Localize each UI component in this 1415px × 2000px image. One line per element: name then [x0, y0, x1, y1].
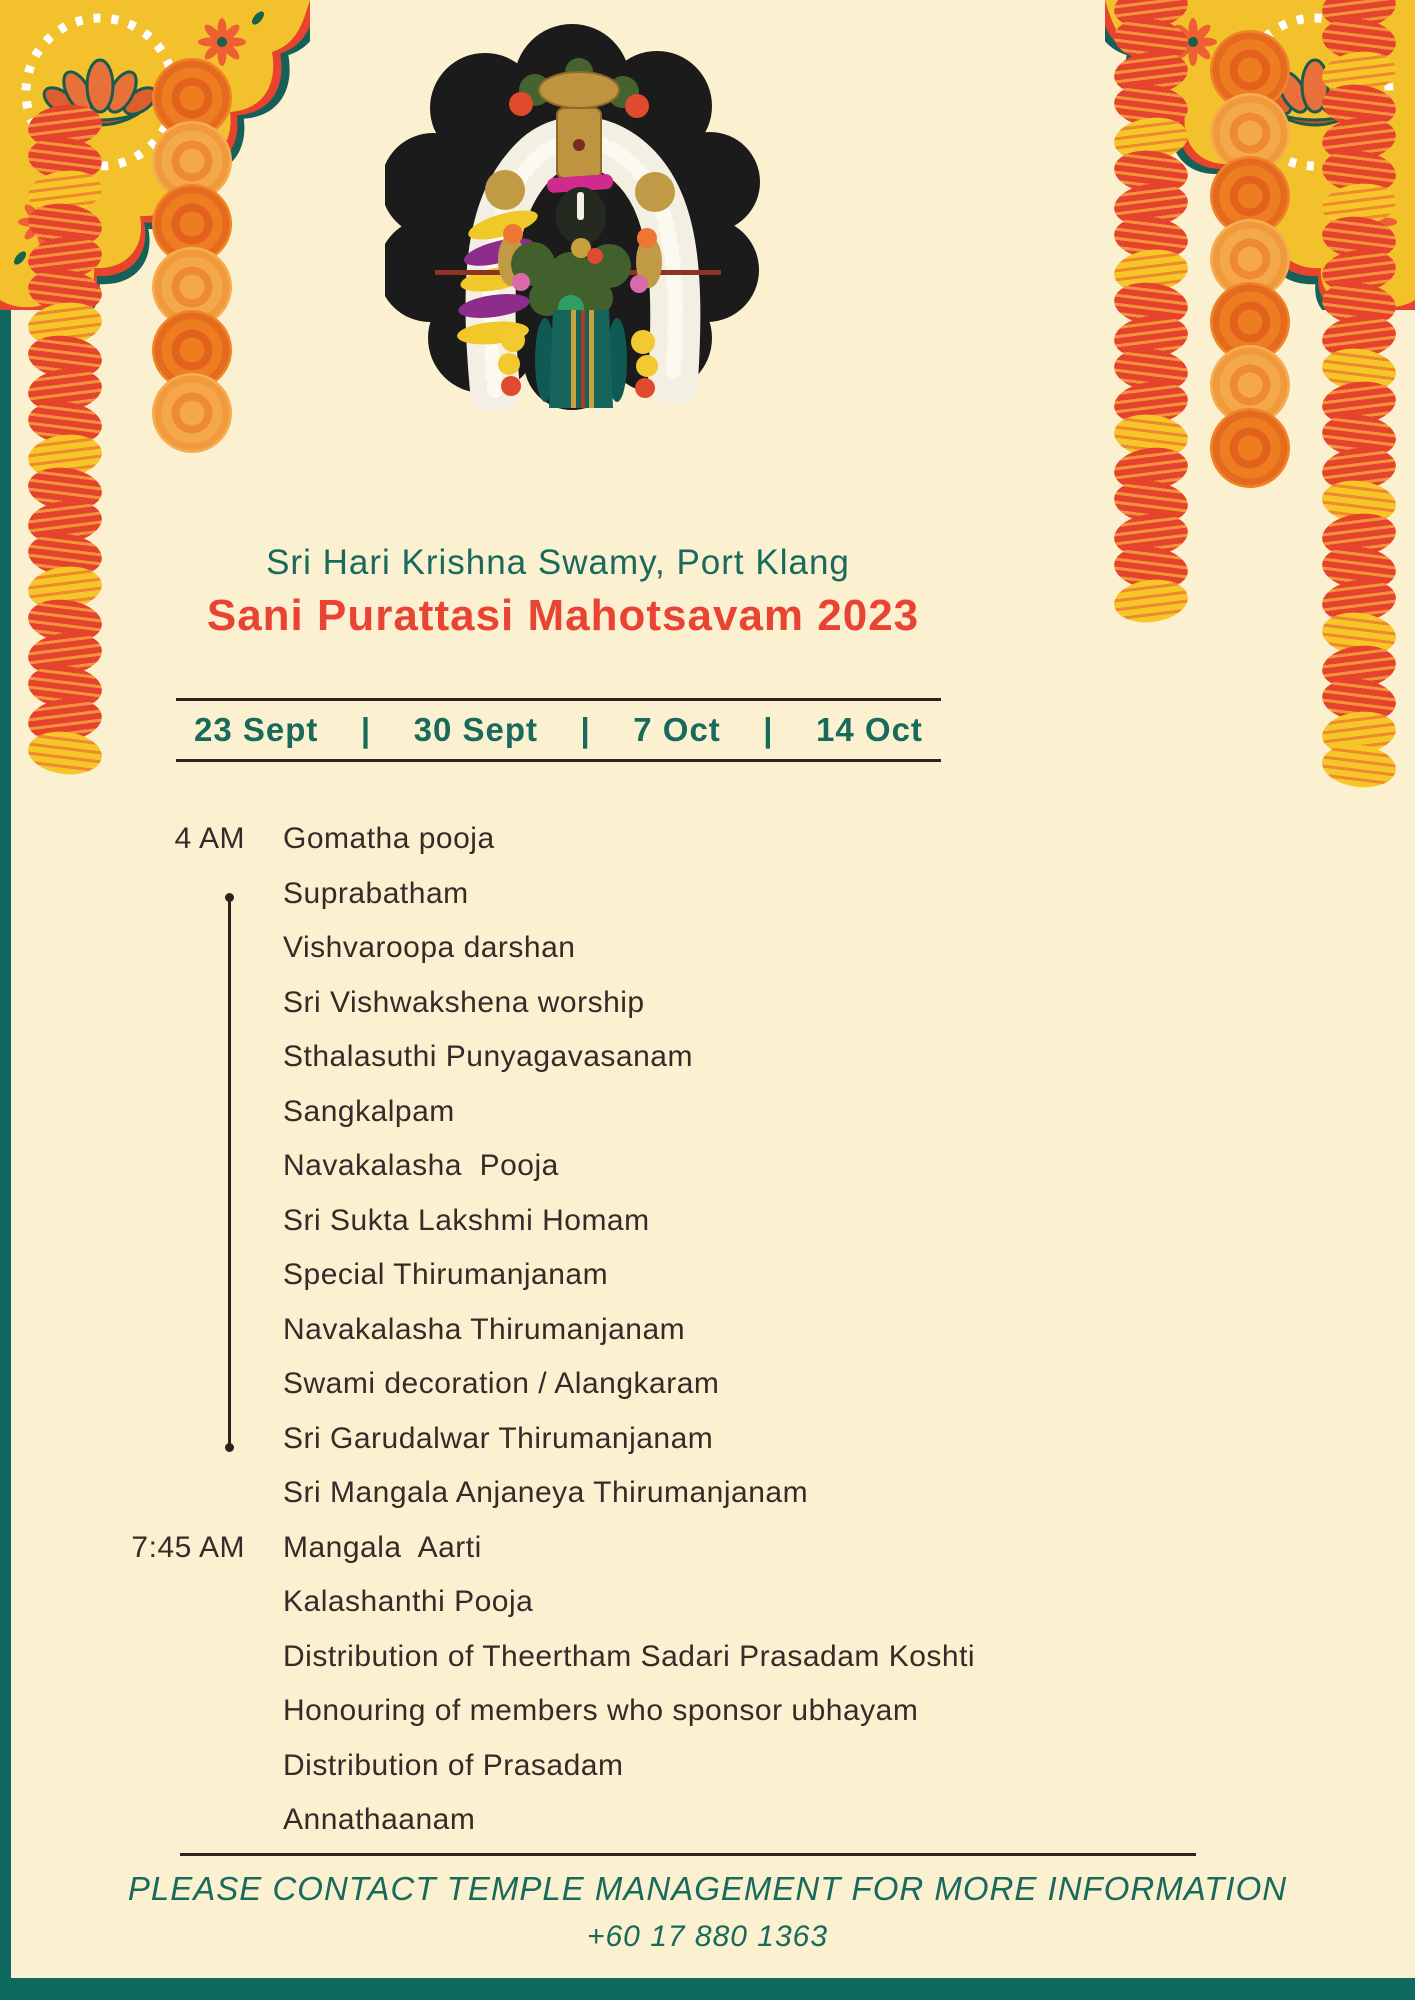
schedule-row [125, 921, 975, 976]
schedule-row [125, 1793, 975, 1848]
schedule-row [125, 1466, 975, 1521]
schedule-time: 7:45 AM [131, 1530, 245, 1564]
event-title: Sani Purattasi Mahotsavam 2023 [206, 591, 920, 640]
schedule-activity: Sri Mangala Anjaneya Thirumanjanam [283, 1476, 809, 1510]
deity-photo [385, 20, 760, 410]
date-separator: | [360, 711, 372, 748]
schedule-activity: Distribution of Prasadam [283, 1748, 624, 1782]
date-label: 23 Sept [194, 711, 319, 748]
schedule-activity: Vishvaroopa darshan [283, 931, 576, 965]
schedule-row [125, 1575, 975, 1630]
footer-divider [180, 1853, 1196, 1856]
teal-vastram [535, 310, 627, 408]
schedule-row [125, 1412, 975, 1467]
garland-piece [147, 368, 236, 457]
schedule-row [125, 1085, 975, 1140]
schedule-row [125, 1248, 975, 1303]
schedule-row [125, 1739, 975, 1794]
date-separator: | [580, 711, 591, 748]
date-separator: | [763, 711, 774, 748]
date-label: 7 Oct [633, 711, 721, 748]
schedule-row [125, 1030, 975, 1085]
schedule-row [125, 1630, 975, 1685]
temple-name: Sri Hari Krishna Swamy, Port Klang [266, 543, 850, 582]
schedule-row [125, 976, 975, 1031]
schedule-row [125, 1194, 975, 1249]
schedule-activity: Navakalasha Thirumanjanam [283, 1312, 686, 1346]
schedule-activity: Suprabatham [283, 876, 469, 910]
garland-piece [26, 728, 105, 779]
schedule-activity: Distribution of Theertham Sadari Prasadam Koshti [283, 1639, 976, 1673]
schedule-time: 4 AM [174, 822, 245, 856]
schedule-row [125, 1684, 975, 1739]
garland-piece [1205, 403, 1294, 492]
date-label: 14 Oct [816, 711, 923, 748]
schedule-activity: Kalashanthi Pooja [283, 1585, 534, 1619]
schedule-timeline [228, 898, 231, 1447]
schedule-activity: Sri Garudalwar Thirumanjanam [283, 1421, 714, 1455]
schedule-row [125, 1521, 975, 1576]
schedule-row [125, 867, 975, 922]
schedule-activity: Navakalasha Pooja [283, 1149, 559, 1183]
schedule-activity: Annathaanam [283, 1803, 476, 1837]
footer-phone: +60 17 880 1363 [586, 1920, 829, 1953]
event-dates-band [176, 698, 941, 762]
schedule-activity: Special Thirumanjanam [283, 1258, 609, 1292]
schedule-activity: Sri Sukta Lakshmi Homam [283, 1203, 650, 1237]
schedule-row [125, 1357, 975, 1412]
schedule-activity: Gomatha pooja [283, 822, 495, 856]
date-label: 30 Sept [413, 711, 539, 748]
bottom-border-bar [0, 1978, 1415, 2000]
schedule-activity: Sri Vishwakshena worship [283, 985, 645, 1019]
schedule-activity: Mangala Aarti [283, 1530, 482, 1564]
footer-note: PLEASE CONTACT TEMPLE MANAGEMENT FOR MORE INFORMATION [127, 1870, 1288, 1907]
schedule-activity: Swami decoration / Alangkaram [283, 1367, 720, 1401]
schedule-row [125, 1303, 975, 1358]
garland-piece [1320, 741, 1399, 792]
schedule-row [125, 1139, 975, 1194]
schedule-row [125, 812, 975, 867]
schedule-activity: Sangkalpam [283, 1094, 455, 1128]
schedule-activity: Honouring of members who sponsor ubhayam [283, 1694, 919, 1728]
schedule-list [125, 812, 975, 1848]
schedule-activity: Sthalasuthi Punyagavasanam [283, 1040, 693, 1074]
